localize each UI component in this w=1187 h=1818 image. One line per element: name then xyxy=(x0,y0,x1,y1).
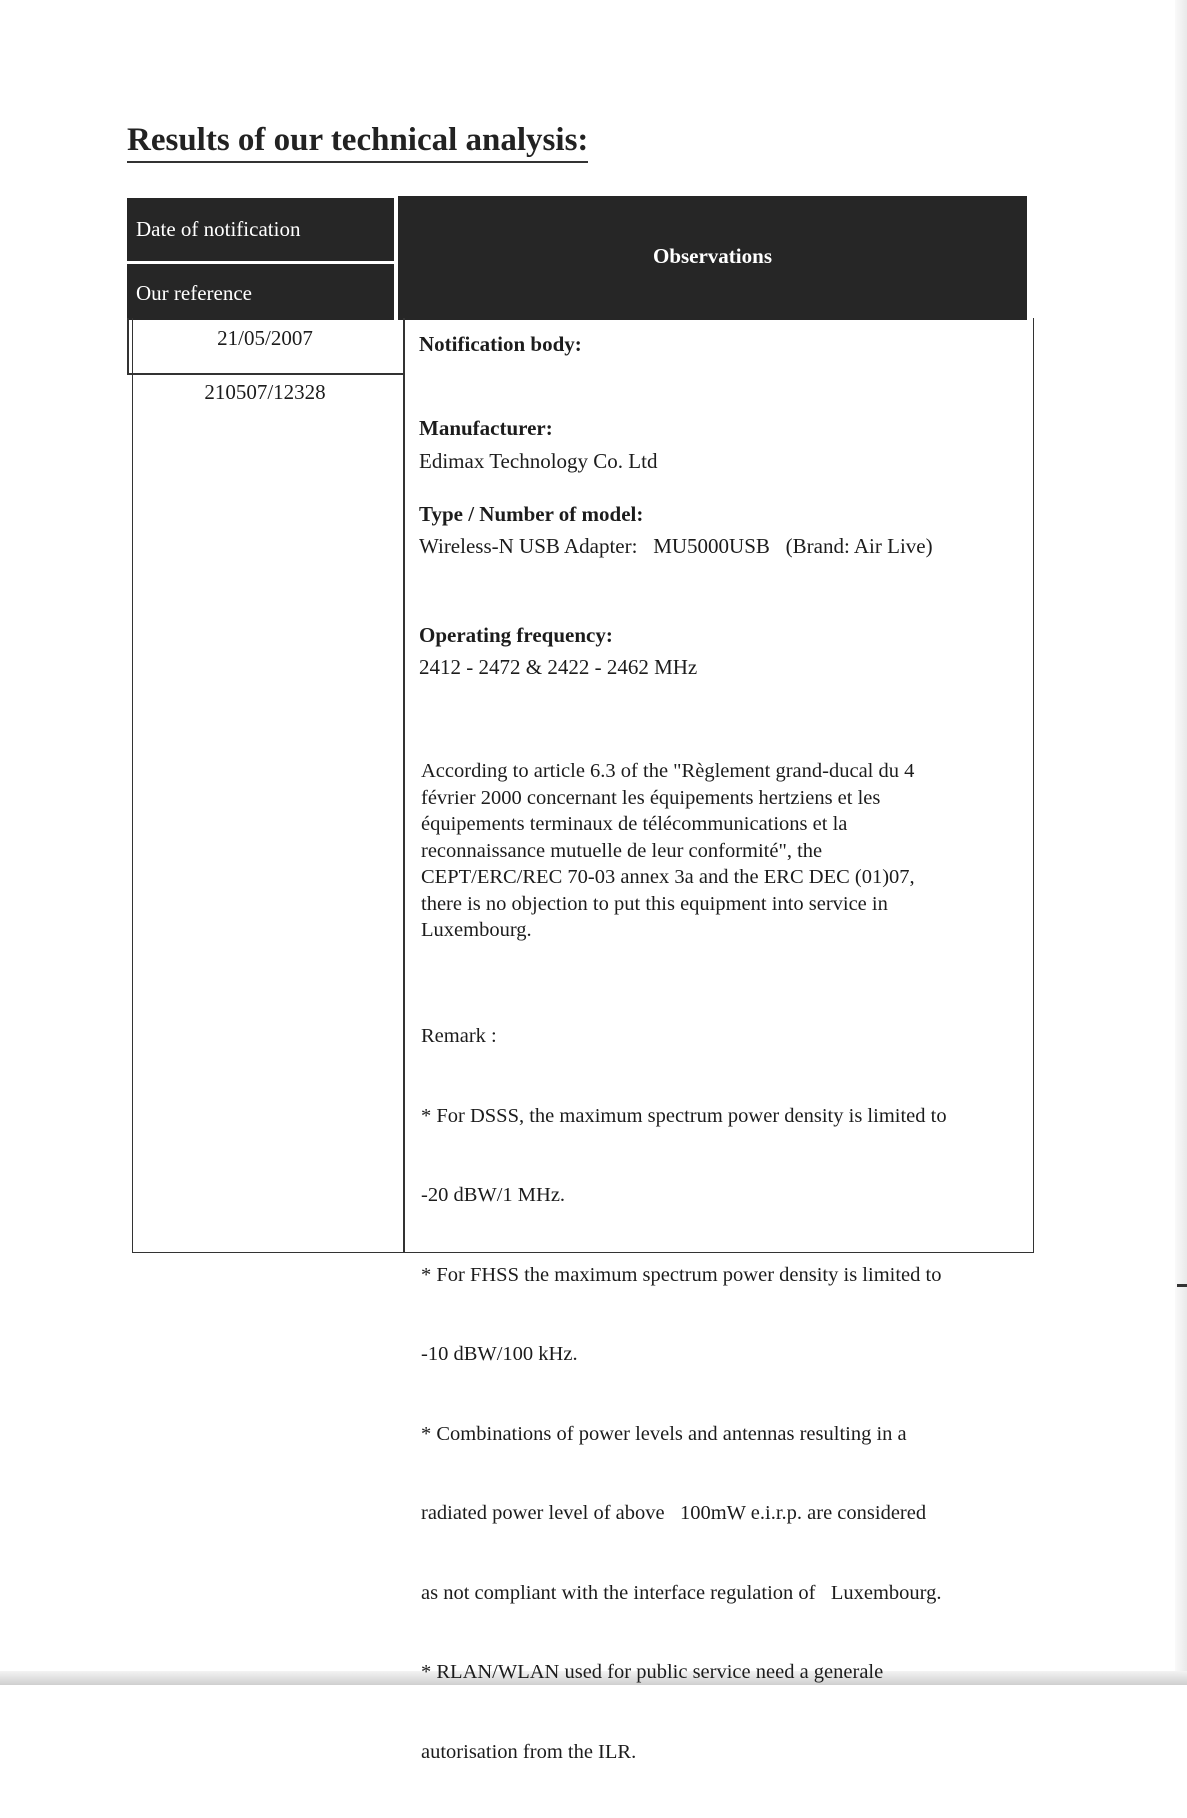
remark-paragraph xyxy=(421,970,947,1818)
manufacturer-value: Edimax Technology Co. Ltd xyxy=(419,449,658,473)
paragraph-line: Luxembourg. xyxy=(421,919,532,941)
remark-line: * For FHSS the maximum spectrum power density is limited to xyxy=(421,1263,942,1286)
manufacturer-label: Manufacturer: xyxy=(419,416,553,440)
reference-number: 210507/12328 xyxy=(204,380,326,404)
remark-line: -20 dBW/1 MHz. xyxy=(421,1184,566,1206)
page-heading: Results of our technical analysis: xyxy=(127,122,588,163)
header-date-of-notification: Date of notification xyxy=(136,217,301,241)
frequency-label: Operating frequency: xyxy=(419,623,613,647)
paragraph-line: février 2000 concernant les équipements hertziens et les xyxy=(421,786,881,809)
paragraph-line: équipements terminaux de télécommunications et la xyxy=(421,813,848,835)
header-observations: Observations xyxy=(652,244,772,268)
paragraph-line: there is no objection to put this equipment into service in xyxy=(421,892,888,915)
paragraph-line: According to article 6.3 of the "Règlement grand-ducal du 4 xyxy=(421,760,915,782)
date-row-divider xyxy=(127,373,403,375)
table-header-right xyxy=(398,196,1027,320)
table-header-left xyxy=(127,198,394,320)
frequency-value: 2412 - 2472 & 2422 - 2462 MHz xyxy=(419,655,698,679)
remark-line: Remark : xyxy=(421,1025,497,1047)
notification-body-label: Notification body: xyxy=(419,332,582,356)
model-value: Wireless-N USB Adapter: MU5000USB (Brand: Air Live) xyxy=(419,534,933,558)
remark-line: -10 dBW/100 kHz. xyxy=(421,1343,578,1365)
header-divider xyxy=(127,261,394,264)
remark-line: autorisation from the ILR. xyxy=(421,1740,637,1763)
remark-line: * RLAN/WLAN used for public service need a generale xyxy=(421,1661,884,1683)
remark-line: radiated power level of above 100mW e.i.r.p. are considered xyxy=(421,1502,927,1524)
table-column-divider xyxy=(403,318,405,1253)
model-label: Type / Number of model: xyxy=(419,502,644,526)
regulation-paragraph xyxy=(421,758,915,944)
remark-line: * For DSSS, the maximum spectrum power density is limited to xyxy=(421,1104,947,1127)
scan-mark xyxy=(1177,1284,1187,1287)
header-our-reference: Our reference xyxy=(136,281,252,305)
notification-date: 21/05/2007 xyxy=(217,326,313,350)
paragraph-line: reconnaissance mutuelle de leur conformité", the xyxy=(421,839,823,862)
remark-line: as not compliant with the interface regulation of Luxembourg. xyxy=(421,1581,942,1604)
remark-line: * Combinations of power levels and antennas resulting in a xyxy=(421,1422,907,1445)
paragraph-line: CEPT/ERC/REC 70-03 annex 3a and the ERC DEC (01)07, xyxy=(421,866,915,888)
scan-edge-right xyxy=(1175,0,1187,1685)
